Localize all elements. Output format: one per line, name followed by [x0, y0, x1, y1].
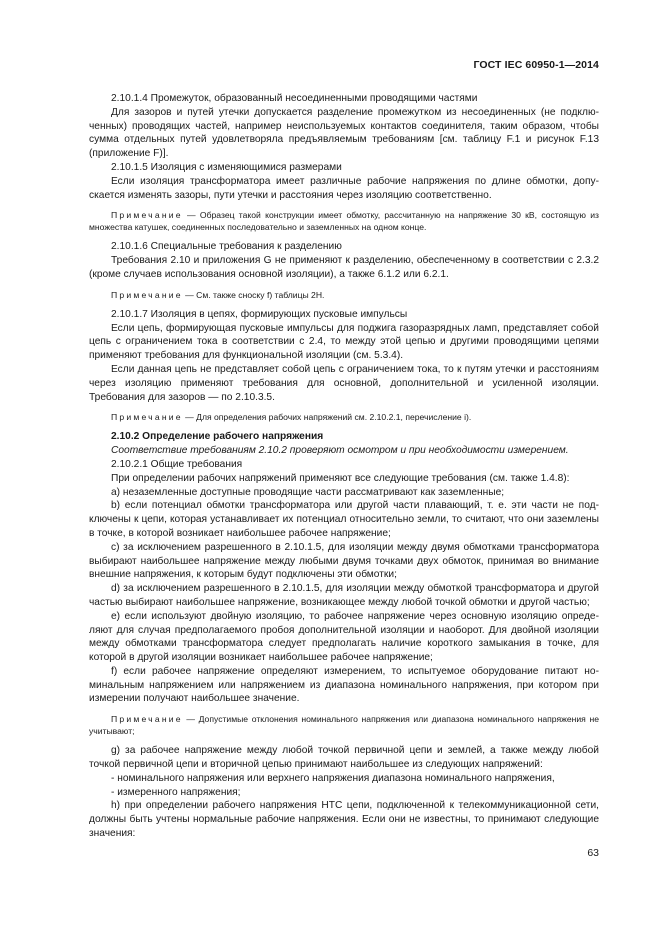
- document-id-header: ГОСТ IEC 60950-1—2014: [473, 59, 599, 71]
- section-2-10-1-5-title: 2.10.1.5 Изоляция с изменяющимися размерами: [111, 161, 342, 173]
- dash-item-1: - номинального напряжения или верхнего напряжения диапазона номинального напряжения,: [111, 772, 555, 784]
- section-2-10-2-1-intro: При определении рабочих напряжений применяют все следующие требования (см. также 1.4.8):: [111, 472, 570, 484]
- note-4: [89, 713, 599, 737]
- section-2-10-2-compliance: Соответствие требованиям 2.10.2 проверяют осмотром и при необходимости измерением.: [111, 445, 569, 457]
- section-2-10-1-4-title: 2.10.1.4 Промежуток, образованный несоединенными проводящими частями: [111, 93, 478, 104]
- list-item-g: g) за рабочее напряжение между любой точкой первичной цепи и землей, а также между любой точкой первичной цепи и вторичной цепью принимают наибольшее из следующих напряжений:: [89, 745, 599, 771]
- list-item-d: d) за исключением разрешенного в 2.10.1.5, для изоляции между обмоткой трансформатора и другой частью выбирают наибольшее напряжение, возникающее между любой точкой обмотки и другой частью;: [89, 583, 599, 608]
- list-item-e: e) если используют двойную изоляцию, то рабочее напряжение через основную изоляцию определяют для случая предполагаемого пробоя дополнительной изоляции и наоборот. Для двойной изоляции между обмотками трансформатора следует предполагать наличие короткого замыкания в точке, для которой в другой изоляции возникает наибольшее рабочее напряжение;: [89, 610, 599, 664]
- list-item-b: b) если потенциал обмотки трансформатора или другой части плавающий, т. е. эти части не подключены к цепи, которая устанавливает их потенциал относительно земли, то считают, что они заземлены в точке, в которой возникает наибольшее рабочее напряжение;: [89, 500, 599, 539]
- section-2-10-1-7-title: 2.10.1.7 Изоляция в цепях, формирующих пусковые импульсы: [111, 308, 408, 320]
- list-item-f: f) если рабочее напряжение определяют измерением, то испытуемое оборудование питают номинальным напряжением или напряжением из диапазона номинального напряжения, при котором при измерении получают наибольшее значение.: [89, 665, 599, 705]
- note-label: Примечание: [111, 210, 183, 221]
- note-1: [89, 209, 599, 233]
- section-2-10-2-title: 2.10.2 Определение рабочего напряжения: [111, 431, 324, 443]
- section-2-10-1-7-paragraph-1: Если цепь, формирующая пусковые импульсы для поджига газоразрядных ламп, представляет собой цепь с ограничением тока в соответствии с 2.4, то между этой цепью и другими проводящими цепями применяют требования для функциональной изоляции (см. 5.3.4).: [89, 322, 599, 362]
- section-2-10-1-6-paragraph: Требования 2.10 и приложения G не применяют к разделению, обеспеченному в соответствии с 2.3.2 (кроме случаев использования основной изоляции), а также 6.1.2 или 6.2.1.: [89, 255, 599, 280]
- note-2: [89, 289, 599, 301]
- note-3: [89, 411, 599, 423]
- list-item-c: c) за исключением разрешенного в 2.10.1.5, для изоляции между двумя обмотками трансформатора выбирают наибольшее напряжение между любыми двумя точками двух обмоток, принимая во внимание внешние напряжения, к которым будут подключены эти обмотки;: [89, 541, 599, 581]
- section-2-10-1-7-paragraph-2: Если данная цепь не представляет собой цепь с ограничением тока, то к путям утечки и расстояниям через изоляцию применяют требования для основной, дополнительной и усиленной изоляции. Требования для зазоров — по 2.10.3.5.: [89, 363, 599, 403]
- note-text: — См. также сноску f) таблицы 2H.: [182, 289, 325, 300]
- list-item-h: h) при определении рабочего напряжения НТС цепи, подключенной к телекоммуникационной сети, должны быть учтены нормальные рабочие напряжения. Если они не известны, то принимают следующие значения:: [89, 800, 599, 840]
- dash-item-2: - измеренного напряжения;: [111, 786, 241, 798]
- section-2-10-2-1-title: 2.10.2.1 Общие требования: [111, 458, 243, 470]
- note-label: Примечание: [111, 289, 183, 300]
- list-item-a: a) незаземленные доступные проводящие части рассматривают как заземленные;: [111, 486, 505, 498]
- note-text: — Образец такой конструкции имеет обмотку, рассчитанную на напряжение 30 кВ, состоящую из множества катушек, соединенных последовательно и заземленных на одном конце.: [89, 210, 599, 233]
- section-2-10-1-5-paragraph: Если изоляция трансформатора имеет различные рабочие напряжения по длине обмотки, допускается изменять зазоры, пути утечки и расстояния через изоляцию соответственно.: [89, 175, 599, 201]
- section-2-10-1-6-title: 2.10.1.6 Специальные требования к разделению: [111, 241, 342, 253]
- page-content: [89, 92, 599, 841]
- section-2-10-1-4-paragraph: Для зазоров и путей утечки допускается разделение промежутком из несоединенных (не подключенных) проводящих частей, например неиспользуемых контактов соединителя, таким образом, чтобы сумма отдельных путей удовлетворяла предъявляемым требованиям [см. таблицу F.1 и рисунок F.13 (приложение F)].: [89, 106, 599, 160]
- note-label: Примечание: [111, 714, 183, 725]
- page-number: 63: [587, 847, 599, 859]
- note-text: — Допустимые отклонения номинального напряжения или диапазона номинального напряжения не учитывают;: [89, 714, 599, 737]
- note-text: — Для определения рабочих напряжений см. 2.10.2.1, перечисление i).: [182, 412, 472, 423]
- note-label: Примечание: [111, 412, 183, 423]
